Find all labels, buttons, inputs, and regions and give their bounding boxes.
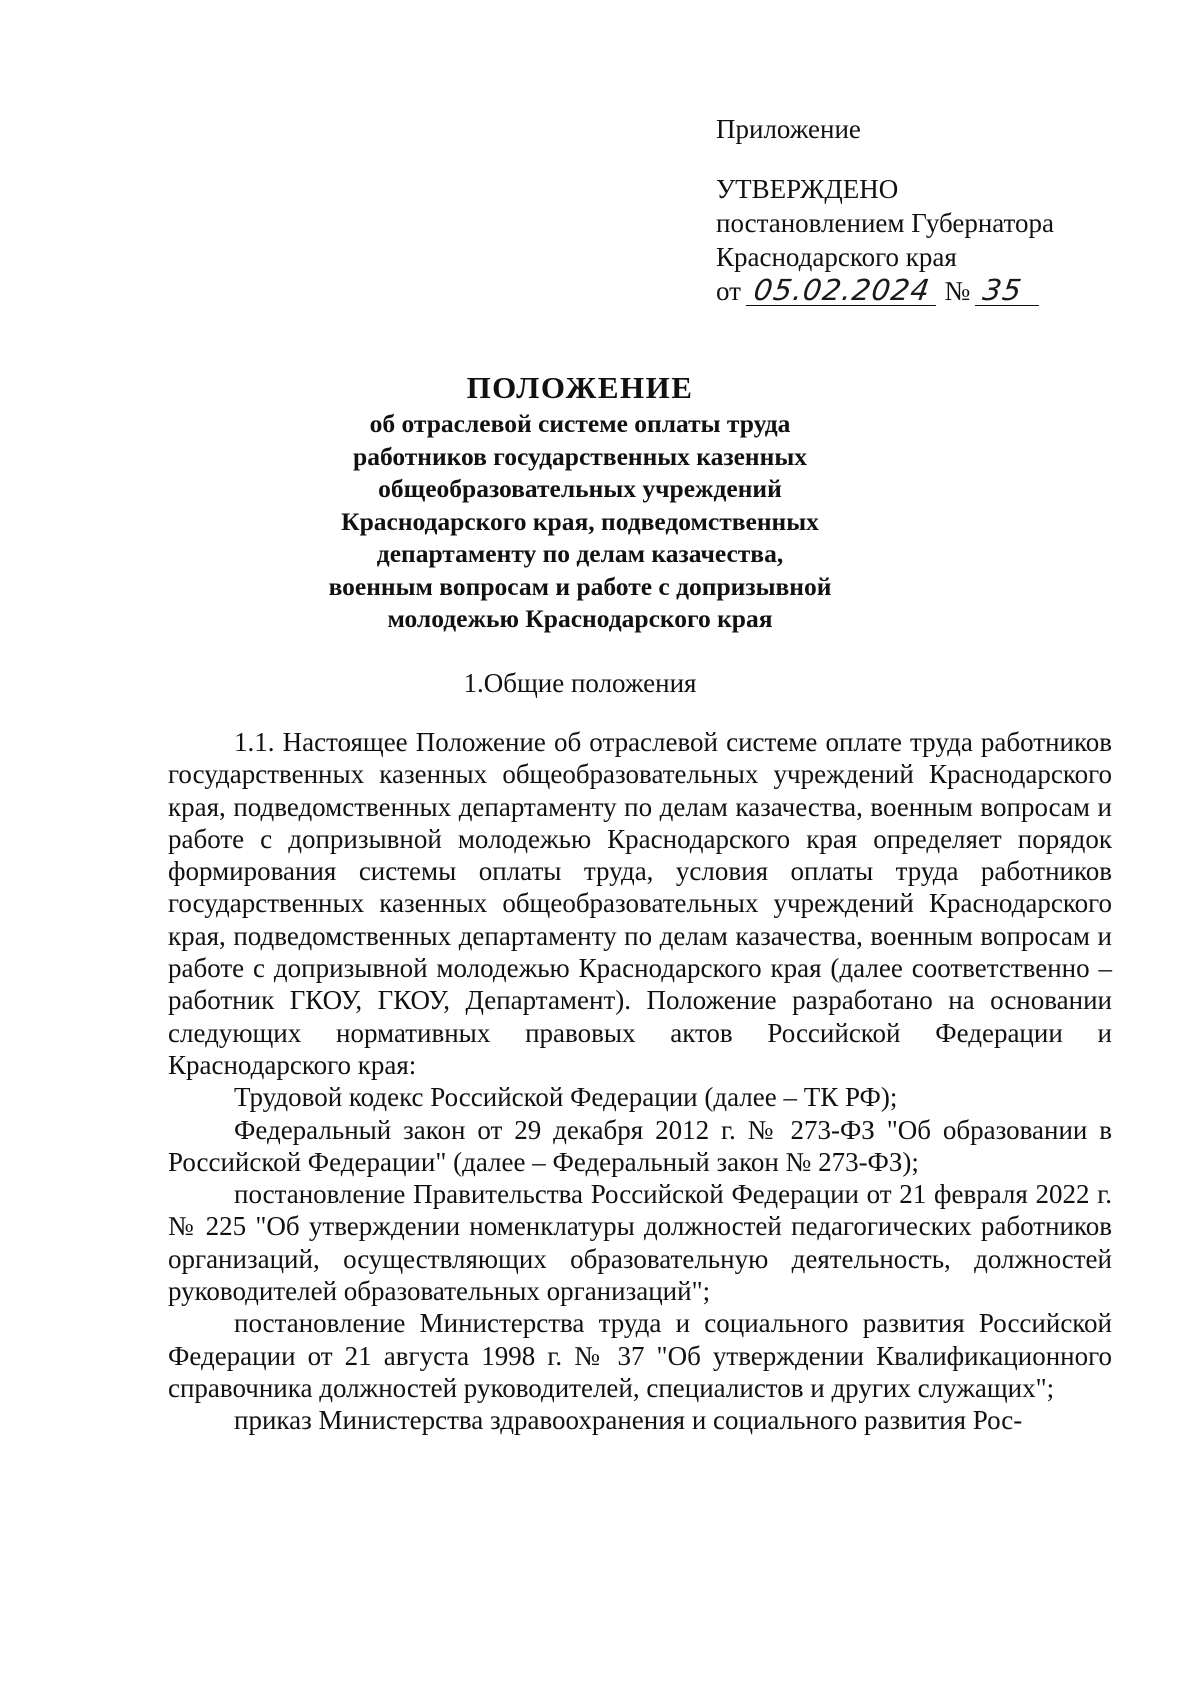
title-sub-line: военным вопросам и работе с допризывной bbox=[328, 571, 832, 601]
title-sub-line: Краснодарского края, подведомственных bbox=[341, 506, 819, 536]
title-sub-line: департаменту по делам казачества, bbox=[376, 539, 784, 568]
approved-by-line1: постановлением Губернатора bbox=[716, 208, 1054, 238]
title-sub-line: молодежью Краснодарского края bbox=[387, 604, 773, 633]
approved-label: УТВЕРЖДЕНО bbox=[716, 174, 899, 204]
paragraph: Трудовой кодекс Российской Федерации (далее – ТК РФ); bbox=[234, 1082, 898, 1113]
paragraph: приказ Министерства здравоохранения и социального развития Рос- bbox=[234, 1405, 1023, 1436]
title-subtitle bbox=[0, 408, 1200, 636]
title-sub-line: об отраслевой системе оплаты труда bbox=[369, 409, 791, 438]
approval-stamp bbox=[716, 112, 1136, 308]
handwritten-date: 05.02.2024 bbox=[746, 275, 940, 306]
approval-date-number bbox=[716, 274, 1136, 308]
paragraph: постановление Министерства труда и социального развития Российской Федерации от 21 августа 1998 г. № 37 "Об утверждении Квалификационного справочника должностей руководителей, специалистов и других служащих"; bbox=[168, 1308, 1112, 1403]
body-text bbox=[168, 726, 1112, 1437]
number-label: № bbox=[944, 276, 971, 306]
title-main: ПОЛОЖЕНИЕ bbox=[466, 370, 694, 405]
appendix-label: Приложение bbox=[716, 114, 861, 144]
paragraph: Федеральный закон от 29 декабря 2012 г. № 273-ФЗ "Об образовании в Российской Федерации" (далее – Федеральный закон № 273-ФЗ); bbox=[168, 1114, 1112, 1177]
title-sub-line: работников государственных казенных bbox=[353, 441, 807, 471]
paragraph: 1.1. Настоящее Положение об отраслевой системе оплате труда работников государственных казенных общеобразовательных учреждений Краснодарского края, подведомственных департаменту по делам казачества, военным вопросам и работе с допризывной молодежью Краснодарского края определяет порядок формирования системы оплаты труда, условия оплаты труда работников государственных казенных общеобразовательных учреждений Краснодарского края, подведомственных департаменту по делам казачества, военным вопросам и работе с допризывной молодежью Краснодарского края (далее соответственно – работник ГКОУ, ГКОУ, Департамент). Положение разработано на основании следующих нормативных правовых актов Российской Федерации и Краснодарского края: bbox=[168, 727, 1112, 1080]
handwritten-number: 35 bbox=[975, 275, 1043, 306]
section-heading: 1.Общие положения bbox=[463, 668, 697, 698]
approved-by-line2: Краснодарского края bbox=[716, 242, 957, 272]
document-title bbox=[0, 368, 1200, 636]
from-label: от bbox=[716, 276, 741, 306]
title-sub-line: общеобразовательных учреждений bbox=[378, 474, 782, 503]
paragraph: постановление Правительства Российской Федерации от 21 февраля 2022 г. № 225 "Об утверждении номенклатуры должностей педагогических работников организаций, осуществляющих образовательную деятельность, должностей руководителей образовательных организаций"; bbox=[168, 1179, 1112, 1307]
